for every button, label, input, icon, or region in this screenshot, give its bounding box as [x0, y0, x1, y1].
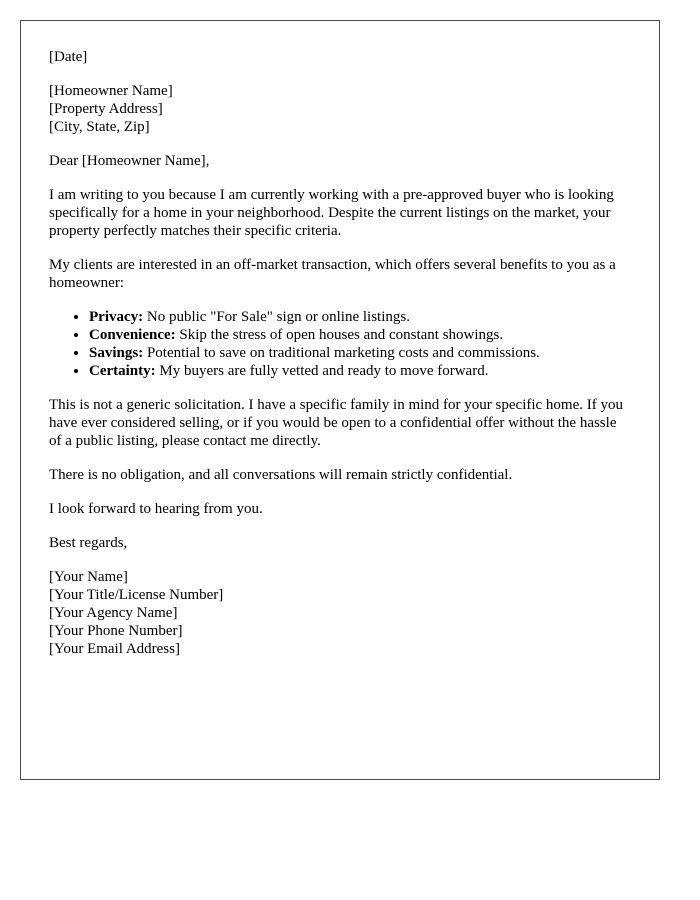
benefit-text: Skip the stress of open houses and constant showings.	[175, 327, 504, 343]
benefits-list	[49, 308, 631, 380]
sign-off: Best regards,	[49, 535, 128, 551]
recipient-name: [Homeowner Name]	[49, 83, 173, 99]
specific-paragraph: This is not a generic solicitation. I have a specific family in mind for your specific home. If you have ever considered selling, or if you would be open to a confidential offer without the hassle of a public listing, please contact me directly.	[49, 397, 623, 449]
benefit-item-certainty	[89, 362, 631, 380]
signature-agency: [Your Agency Name]	[49, 605, 178, 621]
benefit-text: No public "For Sale" sign or online listings.	[143, 309, 410, 325]
benefit-text: My buyers are fully vetted and ready to move forward.	[155, 363, 489, 379]
recipient-city-state-zip: [City, State, Zip]	[49, 119, 150, 135]
benefit-term: Savings:	[89, 345, 144, 361]
intro-paragraph: I am writing to you because I am currently working with a pre-approved buyer who is looking specifically for a home in your neighborhood. Despite the current listings on the market, your property perfectly matches their specific criteria.	[49, 187, 614, 239]
recipient-property-address: [Property Address]	[49, 101, 163, 117]
benefit-item-convenience	[89, 326, 631, 344]
letter-date: [Date]	[49, 49, 88, 65]
signature-block	[49, 568, 631, 658]
signature-email: [Your Email Address]	[49, 641, 180, 657]
salutation: Dear [Homeowner Name],	[49, 153, 210, 169]
recipient-address-block	[49, 82, 631, 136]
obligation-paragraph: There is no obligation, and all conversations will remain strictly confidential.	[49, 467, 513, 483]
benefit-term: Convenience:	[89, 327, 176, 343]
benefit-term: Certainty:	[89, 363, 156, 379]
benefit-text: Potential to save on traditional marketing costs and commissions.	[143, 345, 540, 361]
benefit-item-savings	[89, 344, 631, 362]
benefit-term: Privacy:	[89, 309, 144, 325]
closing-line: I look forward to hearing from you.	[49, 501, 263, 517]
signature-title: [Your Title/License Number]	[49, 587, 224, 603]
benefit-item-privacy	[89, 308, 631, 326]
signature-phone: [Your Phone Number]	[49, 623, 183, 639]
signature-name: [Your Name]	[49, 569, 128, 585]
letter-page	[20, 20, 660, 780]
benefits-intro-paragraph: My clients are interested in an off-market transaction, which offers several benefits to you as a homeowner:	[49, 257, 616, 291]
